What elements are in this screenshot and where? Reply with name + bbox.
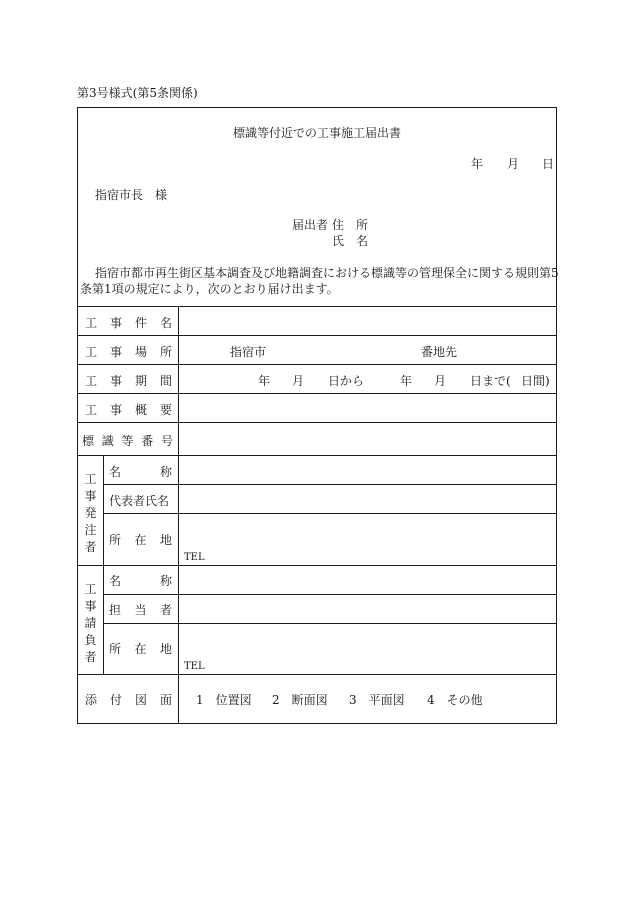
date-year: 年 xyxy=(471,157,484,171)
contractor-tel: TEL xyxy=(184,661,205,672)
label-marker-number: 標 識 等 番 号 xyxy=(82,434,173,448)
rule xyxy=(103,513,557,514)
form-title: 標識等付近での工事施工届出書 xyxy=(232,126,401,140)
label-orderer-location: 所 在 地 xyxy=(109,533,172,547)
rule xyxy=(103,623,557,624)
orderer-tel: TEL xyxy=(184,552,205,563)
period-year-end: 年 xyxy=(400,374,413,388)
period-from: 日から xyxy=(328,374,365,388)
rule xyxy=(103,594,557,595)
rule xyxy=(78,565,556,566)
label-orderer-name: 名 称 xyxy=(109,465,172,479)
label-work-period: 工 事 期 間 xyxy=(85,374,172,388)
addressee: 指宿市長 様 xyxy=(95,188,168,202)
body-text-line1: 指宿市都市再生街区基本調査及び地籍調査における標識等の管理保全に関する規則第5 xyxy=(95,266,559,280)
label-orderer: 工 事 発 注 者 xyxy=(84,472,97,554)
rule xyxy=(78,422,556,423)
label-work-summary: 工 事 概 要 xyxy=(85,403,172,417)
applicant-name-label: 氏 名 xyxy=(332,234,369,248)
attachment-item-4: 4 その他 xyxy=(427,693,483,707)
body-text-line2: 条第1項の規定により，次のとおり届け出ます。 xyxy=(80,282,339,296)
attachment-item-3: 3 平面図 xyxy=(349,693,405,707)
attachment-item-2: 2 断面図 xyxy=(272,693,328,707)
rule xyxy=(78,393,556,394)
column-divider xyxy=(178,306,179,724)
label-work-place: 工 事 場 所 xyxy=(85,345,172,359)
form-frame xyxy=(77,107,557,724)
rule xyxy=(103,484,557,485)
label-orderer-rep: 代表者氏名 xyxy=(109,494,170,508)
label-contractor-location: 所 在 地 xyxy=(109,642,172,656)
period-year-start: 年 xyxy=(258,374,271,388)
place-city: 指宿市 xyxy=(230,345,267,359)
group-divider xyxy=(103,455,104,674)
date-month: 月 xyxy=(507,157,520,171)
date-day: 日 xyxy=(542,157,555,171)
period-to: 日まで( xyxy=(470,374,511,388)
period-days: 日間) xyxy=(521,374,550,388)
rule xyxy=(78,364,556,365)
label-contractor: 工 事 請 負 者 xyxy=(84,582,97,664)
form-number: 第3号様式(第5条関係) xyxy=(77,86,198,100)
place-suffix: 番地先 xyxy=(421,345,458,359)
rule xyxy=(78,674,556,675)
period-month-end: 月 xyxy=(434,374,447,388)
rule xyxy=(78,306,556,307)
label-contractor-person: 担 当 者 xyxy=(109,603,172,617)
attachment-item-1: 1 位置図 xyxy=(196,693,252,707)
applicant-label: 届出者 xyxy=(292,218,329,232)
rule xyxy=(78,335,556,336)
period-month-start: 月 xyxy=(292,374,305,388)
applicant-address-label: 住 所 xyxy=(332,218,369,232)
label-contractor-name: 名 称 xyxy=(109,574,172,588)
label-work-name: 工 事 件 名 xyxy=(85,316,172,330)
rule xyxy=(78,455,556,456)
label-attachments: 添 付 図 面 xyxy=(85,693,172,707)
